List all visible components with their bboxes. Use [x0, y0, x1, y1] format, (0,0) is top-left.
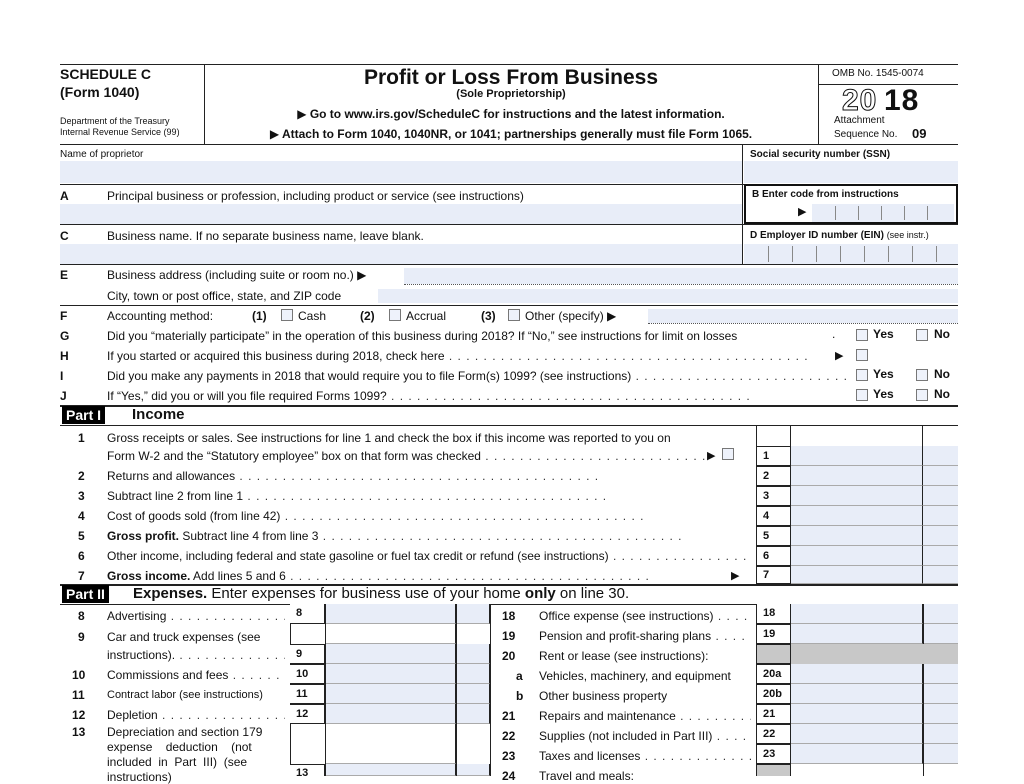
line-13-number: 13 — [72, 725, 86, 739]
line-20b-letter: b — [516, 689, 524, 703]
line-19-number: 19 — [502, 629, 516, 643]
right-column-divider — [742, 144, 743, 264]
address-underline — [404, 284, 958, 285]
line-g-label: Did you “materially participate” in the operation of this business during 2018? If “No,” see instructions for limit on losses — [107, 329, 738, 343]
ein-digit-sep — [912, 246, 913, 262]
goto-instructions: ▶ Go to www.irs.gov/ScheduleC for instructions and the latest information. — [297, 107, 725, 121]
line-24-shaded-box — [756, 764, 791, 776]
line-11-box: 11 — [290, 684, 325, 704]
line-i-label: Did you make any payments in 2018 that would require you to file Form(s) 1099? (see instructions) . . — [107, 369, 849, 383]
line-18-cents[interactable] — [924, 604, 958, 624]
line-18-amount[interactable] — [791, 604, 923, 624]
row-rule-c — [60, 264, 958, 265]
tax-year-bold: 18 — [884, 84, 920, 117]
proprietor-name-field[interactable] — [60, 161, 742, 183]
line-8-text: Advertising . . — [107, 609, 285, 623]
line-1-text-a: Gross receipts or sales. See instructions for line 1 and check the box if this income was reported to you on — [107, 431, 671, 445]
line-24-number: 24 — [502, 769, 516, 783]
header-divider-right — [818, 64, 819, 144]
line-19-amount[interactable] — [791, 624, 923, 644]
line-6-number: 6 — [78, 549, 85, 563]
line-23-box: 23 — [756, 744, 791, 764]
line-12-box: 12 — [290, 704, 325, 724]
line-12-text: Depletion . . — [107, 708, 285, 722]
line-4-box: 4 — [756, 506, 791, 526]
method-3-num: (3) — [481, 309, 496, 323]
line-12-amount[interactable] — [326, 704, 456, 724]
line-20a-text: Vehicles, machinery, and equipment — [539, 669, 731, 683]
code-digit-sep — [835, 206, 836, 220]
line-19-cents[interactable] — [924, 624, 958, 644]
line-2-number: 2 — [78, 469, 85, 483]
line-2-amount[interactable] — [791, 466, 923, 486]
line-22-amount[interactable] — [791, 724, 923, 744]
ein-digit-sep — [864, 246, 865, 262]
line-13-amount[interactable] — [326, 764, 456, 776]
method-2-num: (2) — [360, 309, 375, 323]
line-a-label: Principal business or profession, including product or service (see instructions) — [107, 189, 524, 203]
line-7-cents[interactable] — [923, 566, 958, 584]
line-7-box: 7 — [756, 566, 791, 584]
line-24-text: Travel and meals: — [539, 769, 634, 783]
line-18-box: 18 — [756, 604, 791, 624]
line-3-amount[interactable] — [791, 486, 923, 506]
line-20-shaded-box — [756, 644, 791, 664]
yes-label: Yes — [873, 327, 894, 341]
ein-field[interactable] — [744, 244, 958, 264]
line-c-label: Business name. If no separate business name, leave blank. — [107, 229, 424, 243]
started-business-checkbox[interactable] — [856, 349, 868, 361]
statutory-employee-checkbox[interactable] — [722, 448, 734, 460]
no-label: No — [934, 327, 950, 341]
line-12-cents[interactable] — [457, 704, 490, 724]
line-10-box: 10 — [290, 664, 325, 684]
line-19-text: Pension and profit-sharing plans . . — [539, 629, 751, 643]
line-1-text-b: Form W-2 and the “Statutory employee” box on that form was checked . . — [107, 449, 705, 463]
line-3-text: Subtract line 2 from line 1 . . — [107, 489, 749, 503]
line-9-amount[interactable] — [326, 644, 456, 664]
header-bottom-rule — [60, 144, 958, 145]
line-3-cents[interactable] — [923, 486, 958, 506]
line-13-text-d: instructions) — [107, 770, 172, 784]
filed-1099-yes-checkbox[interactable] — [856, 389, 868, 401]
arrow-icon: ▶ — [798, 206, 807, 218]
line-5-box: 5 — [756, 526, 791, 546]
payments-1099-yes-checkbox[interactable] — [856, 369, 868, 381]
line-8-number: 8 — [78, 609, 85, 623]
line-22-cents[interactable] — [924, 724, 958, 744]
ein-digit-sep — [840, 246, 841, 262]
line-1-number: 1 — [78, 431, 85, 445]
arrow-icon: ▶ — [835, 350, 844, 362]
business-code-field[interactable] — [812, 204, 954, 222]
line-a-letter: A — [60, 189, 69, 203]
no-label: No — [934, 367, 950, 381]
line-18-text: Office expense (see instructions) . . — [539, 609, 751, 623]
part2-tag: Part II — [62, 585, 109, 603]
ein-digit-sep — [792, 246, 793, 262]
line-10-number: 10 — [72, 668, 86, 682]
line-13-text-a: Depreciation and section 179 — [107, 725, 263, 739]
line-21-number: 21 — [502, 709, 516, 723]
line-h-letter: H — [60, 349, 69, 363]
other-method-checkbox[interactable] — [508, 309, 520, 321]
line-23-cents[interactable] — [924, 744, 958, 764]
line-20a-letter: a — [516, 669, 523, 683]
line-3-box: 3 — [756, 486, 791, 506]
line-13-text-c: included in Part III) (see — [107, 755, 248, 769]
line-18-number: 18 — [502, 609, 516, 623]
line-9-text-b: instructions). . . — [107, 648, 285, 662]
form-subtitle: (Sole Proprietorship) — [456, 88, 566, 100]
line-1-cents[interactable] — [923, 446, 958, 466]
form-title: Profit or Loss From Business — [363, 66, 659, 89]
line-21-amount[interactable] — [791, 704, 923, 724]
line-11-cents[interactable] — [457, 684, 490, 704]
line-19-box: 19 — [756, 624, 791, 644]
line-23-text: Taxes and licenses . . — [539, 749, 751, 763]
line-20-text: Rent or lease (see instructions): — [539, 649, 709, 663]
sequence-label: Sequence No. — [834, 129, 898, 140]
line-20b-amount[interactable] — [791, 684, 923, 704]
line-9-cents[interactable] — [457, 644, 490, 664]
ein-digit-sep — [768, 246, 769, 262]
business-address-field[interactable] — [404, 268, 958, 284]
line-5-amount[interactable] — [791, 526, 923, 546]
line-j-label: If “Yes,” did you or will you file required Forms 1099? . . — [107, 389, 849, 403]
code-digit-sep — [881, 206, 882, 220]
yes-label: Yes — [873, 367, 894, 381]
line-7-text: Gross income. Add lines 5 and 6 . . — [107, 569, 727, 583]
line-4-text: Cost of goods sold (from line 42) . . — [107, 509, 749, 523]
line-9-text-a: Car and truck expenses (see — [107, 630, 261, 644]
ssn-label: Social security number (SSN) — [750, 149, 891, 160]
line-6-cents[interactable] — [923, 546, 958, 566]
other-method-field[interactable] — [648, 309, 958, 323]
part1-tag: Part I — [62, 406, 105, 424]
method-1-num: (1) — [252, 309, 267, 323]
line-21-text: Repairs and maintenance . . — [539, 709, 751, 723]
line-21-box: 21 — [756, 704, 791, 724]
line-13-box: 13 — [290, 764, 325, 776]
line-5-number: 5 — [78, 529, 85, 543]
form-number: (Form 1040) — [60, 84, 140, 100]
line-9-blank — [326, 624, 456, 644]
dot-leader: . — [832, 327, 836, 341]
line-9-number: 9 — [78, 630, 85, 644]
line-20a-cents[interactable] — [924, 664, 958, 684]
line-22-number: 22 — [502, 729, 516, 743]
line-c-letter: C — [60, 229, 69, 243]
omb-number: OMB No. 1545-0074 — [832, 68, 924, 79]
other-method-underline — [648, 323, 958, 324]
line-23-amount[interactable] — [791, 744, 923, 764]
line-2-box: 2 — [756, 466, 791, 486]
accrual-checkbox[interactable] — [389, 309, 401, 321]
ein-digit-sep — [888, 246, 889, 262]
line-13-text-b: expense deduction (not — [107, 740, 252, 754]
line-i-letter: I — [60, 369, 64, 383]
header-top-rule — [60, 64, 958, 65]
line-3-number: 3 — [78, 489, 85, 503]
ein-digit-sep — [936, 246, 937, 262]
part1-title: Income — [132, 406, 185, 423]
line-20a-box: 20a — [756, 664, 791, 684]
line-20-shaded-amount — [791, 644, 958, 664]
line-22-text: Supplies (not included in Part III) . . — [539, 729, 751, 743]
line-7-amount[interactable] — [791, 566, 923, 584]
line-13-blank — [326, 724, 456, 764]
cash-checkbox[interactable] — [281, 309, 293, 321]
line-e-letter: E — [60, 268, 69, 282]
arrow-icon: ▶ — [707, 450, 716, 462]
proprietor-name-label: Name of proprietor — [60, 149, 144, 160]
principal-business-field[interactable] — [60, 204, 742, 224]
attach-instructions: ▶ Attach to Form 1040, 1040NR, or 1041; partnerships generally must file Form 1065. — [269, 127, 753, 141]
row-rule-b — [60, 224, 958, 225]
line-8-cents[interactable] — [457, 604, 490, 624]
filed-1099-no-checkbox[interactable] — [916, 389, 928, 401]
city-label: City, town or post office, state, and ZIP code — [107, 289, 342, 303]
payments-1099-no-checkbox[interactable] — [916, 369, 928, 381]
code-digit-sep — [858, 206, 859, 220]
schedule-title: SCHEDULE C — [60, 66, 152, 82]
cash-label: Cash — [298, 309, 327, 323]
line-10-amount[interactable] — [326, 664, 456, 684]
line-13-cents[interactable] — [457, 764, 490, 776]
line-h-label: If you started or acquired this business during 2018, check here . . — [107, 349, 847, 363]
sequence-number: 09 — [912, 126, 927, 141]
line-4-cents[interactable] — [923, 506, 958, 526]
line-20a-amount[interactable] — [791, 664, 923, 684]
tax-year-outline: 20 — [842, 84, 878, 117]
other-method-label: Other (specify) ▶ — [525, 309, 617, 323]
dept-irs: Internal Revenue Service (99) — [60, 127, 180, 137]
line-5-cents[interactable] — [923, 526, 958, 546]
line-23-number: 23 — [502, 749, 516, 763]
ssn-field[interactable] — [744, 161, 958, 183]
line-10-text: Commissions and fees . . — [107, 668, 285, 682]
arrow-icon: ▶ — [731, 570, 740, 582]
line-e-label: Business address (including suite or room no.) ▶ — [107, 268, 367, 282]
part1-top-rule — [60, 405, 958, 407]
line-11-number: 11 — [72, 688, 85, 702]
line-4-number: 4 — [78, 509, 85, 523]
line-g-letter: G — [60, 329, 70, 343]
line-20b-cents[interactable] — [924, 684, 958, 704]
city-field[interactable] — [378, 289, 958, 303]
line-6-box: 6 — [756, 546, 791, 566]
line-7-number: 7 — [78, 569, 85, 583]
line-8-box: 8 — [290, 604, 325, 624]
attachment-label: Attachment — [834, 115, 885, 126]
accrual-label: Accrual — [406, 309, 447, 323]
line-2-cents[interactable] — [923, 466, 958, 486]
ein-digit-sep — [816, 246, 817, 262]
line-j-letter: J — [60, 389, 67, 403]
line-20b-text: Other business property — [539, 689, 668, 703]
line1-amount-top — [791, 426, 923, 446]
part2-title: Expenses. Enter expenses for business use of your home only on line 30. — [133, 585, 630, 602]
business-name-field[interactable] — [60, 244, 742, 264]
row-rule-e — [60, 305, 958, 306]
line-b-label: B Enter code from instructions — [752, 189, 899, 200]
line-d-label: D Employer ID number (EIN) (see instr.) — [750, 230, 929, 241]
materially-participate-yes-checkbox[interactable] — [856, 329, 868, 341]
line-2-text: Returns and allowances . . — [107, 469, 749, 483]
line-20-number: 20 — [502, 649, 516, 663]
line-11-amount[interactable] — [326, 684, 456, 704]
line-f-letter: F — [60, 309, 68, 323]
code-digit-sep — [904, 206, 905, 220]
yes-label: Yes — [873, 387, 894, 401]
line-6-amount[interactable] — [791, 546, 923, 566]
line-1-amount[interactable] — [791, 446, 923, 466]
line-12-number: 12 — [72, 708, 86, 722]
line-11-text: Contract labor (see instructions) — [107, 689, 263, 701]
line-4-amount[interactable] — [791, 506, 923, 526]
code-digit-sep — [927, 206, 928, 220]
line-5-text: Gross profit. Subtract line 4 from line 3 . . — [107, 529, 749, 543]
no-label: No — [934, 387, 950, 401]
line-22-box: 22 — [756, 724, 791, 744]
line-6-text: Other income, including federal and state gasoline or fuel tax credit or refund (see instructions) . . — [107, 549, 749, 563]
line-f-label: Accounting method: — [107, 309, 214, 323]
materially-participate-no-checkbox[interactable] — [916, 329, 928, 341]
line-1-box: 1 — [756, 446, 791, 466]
center-divider — [490, 604, 491, 776]
line-8-amount[interactable] — [326, 604, 456, 624]
line-9-box: 9 — [290, 644, 325, 664]
line-20b-box: 20b — [756, 684, 791, 704]
line-21-cents[interactable] — [924, 704, 958, 724]
dept-treasury: Department of the Treasury — [60, 116, 170, 126]
line-10-cents[interactable] — [457, 664, 490, 684]
